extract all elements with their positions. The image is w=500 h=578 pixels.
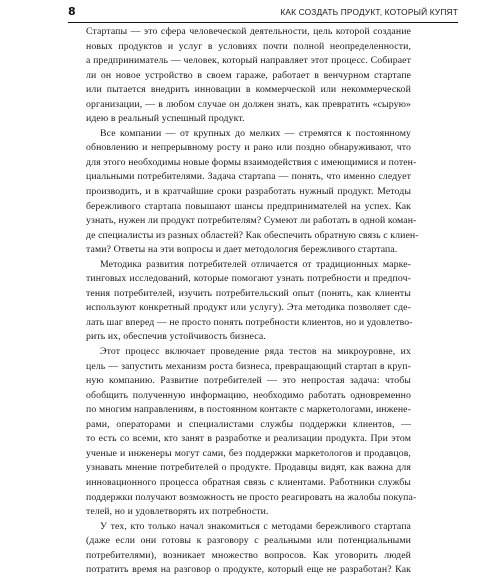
text-line: поддержки получают возможность не просто реагировать на жалобы покупа-	[86, 491, 417, 503]
running-title: КАК СОЗДАТЬ ПРОДУКТ, КОТОРЫЙ КУПЯТ	[280, 7, 458, 17]
text-line: циальными потребителями. Задача стартапа — понять, что именно следует	[86, 171, 411, 183]
text-line: то есть со всеми, кто занят в разработке и реализации продукта. При этом	[86, 433, 411, 445]
text-line: бережливого стартапа повышают шансы предпринимателей на успех. Как	[86, 200, 411, 212]
text-line: идею в реальный успешный продукт.	[86, 113, 245, 125]
text-line: по многим направлениям, в постоянном контакте с маркетологами, инжене-	[86, 404, 411, 416]
text-line: организации, — в любом случае он должен знать, как превратить «сырую»	[86, 98, 411, 110]
text-line: потратить время на разговор о продукте, который еще не разработан? Как	[86, 564, 411, 576]
text-line: ную компанию. Развитие потребителей — это непростая задача: чтобы	[86, 375, 411, 387]
text-line: (даже если они готовы к разговору с реальными или потенциальными	[86, 535, 411, 547]
text-line: тинговых исследований, которые помогают узнать потребности и предпоч-	[86, 273, 411, 285]
text-line: узнать, нужен ли продукт потребителям? Сумеют ли работать в одной коман-	[86, 215, 417, 227]
text-line: телей, но и удовлетворять их потребности.	[86, 506, 269, 518]
paragraph	[86, 25, 411, 127]
text-line: У тех, кто только начал знакомиться с методами бережливого стартапа	[100, 520, 411, 532]
text-line: Стартапы — это сфера человеческой деятельности, цель которой создание	[86, 26, 411, 37]
text-line: тения потребителей, изучить потребительский опыт (понять, как клиенты	[86, 287, 411, 299]
paragraph	[86, 345, 417, 520]
running-header	[68, 5, 458, 21]
page-number: 8	[68, 5, 76, 18]
body-text	[86, 25, 419, 578]
text-line: Все компании — от крупных до мелких — стремятся к постоянному	[100, 127, 411, 139]
text-line: ли он новое устройство в своем гараже, работает в венчурном стартапе	[86, 69, 411, 81]
paragraph	[86, 520, 411, 578]
text-line: де специалисты из разных областей? Как обеспечить обратную связь с клиен-	[86, 229, 419, 241]
text-line: новых продуктов и услуг в условиях почти полной неопределенности,	[86, 40, 411, 52]
text-line: лать шаг вперед — не просто понять потребности клиентов, но и удовлетво-	[86, 316, 413, 328]
text-line: инновационного процесса обратная связь с клиентами. Работники службы	[86, 476, 411, 488]
text-line: Этот процесс включает проведение ряда тестов на микроуровне, их	[100, 346, 411, 358]
paragraph	[86, 127, 419, 258]
text-line: для этого необходимы новые формы взаимодействия с имеющимися и потен-	[86, 156, 417, 168]
text-line: тами? Ответы на эти вопросы и дает методология бережливого стартапа.	[86, 244, 398, 256]
header-rule	[68, 22, 458, 23]
paragraph	[86, 258, 411, 345]
text-line: рить их, обеспечив устойчивость бизнеса.	[86, 331, 266, 343]
text-line: производить, и в кратчайшие сроки разработать нужный продукт. Методы	[86, 186, 411, 198]
text-line: или пытается внедрить инновации в коммерческой или некоммерческой	[86, 84, 411, 96]
text-line: ученые и инженеры могут сами, без поддержки маркетологов и продавцов,	[86, 447, 411, 459]
text-line: узнавать мнение потребителей о продукте. Продавцы видят, как важна для	[86, 462, 411, 474]
text-line: рами, операторами и специалистами службы поддержки клиентов, —	[86, 418, 411, 430]
text-line: используют конкретный продукт или услугу). Эта методика позволяет сде-	[86, 302, 411, 314]
text-line: потребителями), возникает множество вопросов. Как уговорить людей	[86, 549, 411, 561]
text-line: обобщить полученную информацию, необходимо работать одновременно	[86, 389, 411, 401]
text-line: а предприниматель — человек, который направляет этот процесс. Собирает	[86, 55, 411, 67]
text-line: цель — запустить механизм роста бизнеса, превращающий стартап в круп-	[86, 360, 411, 372]
text-line: обновлению и непрерывному росту и рано или поздно обнаруживают, что	[86, 142, 411, 154]
text-line: Методика развития потребителей отличается от традиционных марке-	[100, 258, 411, 270]
